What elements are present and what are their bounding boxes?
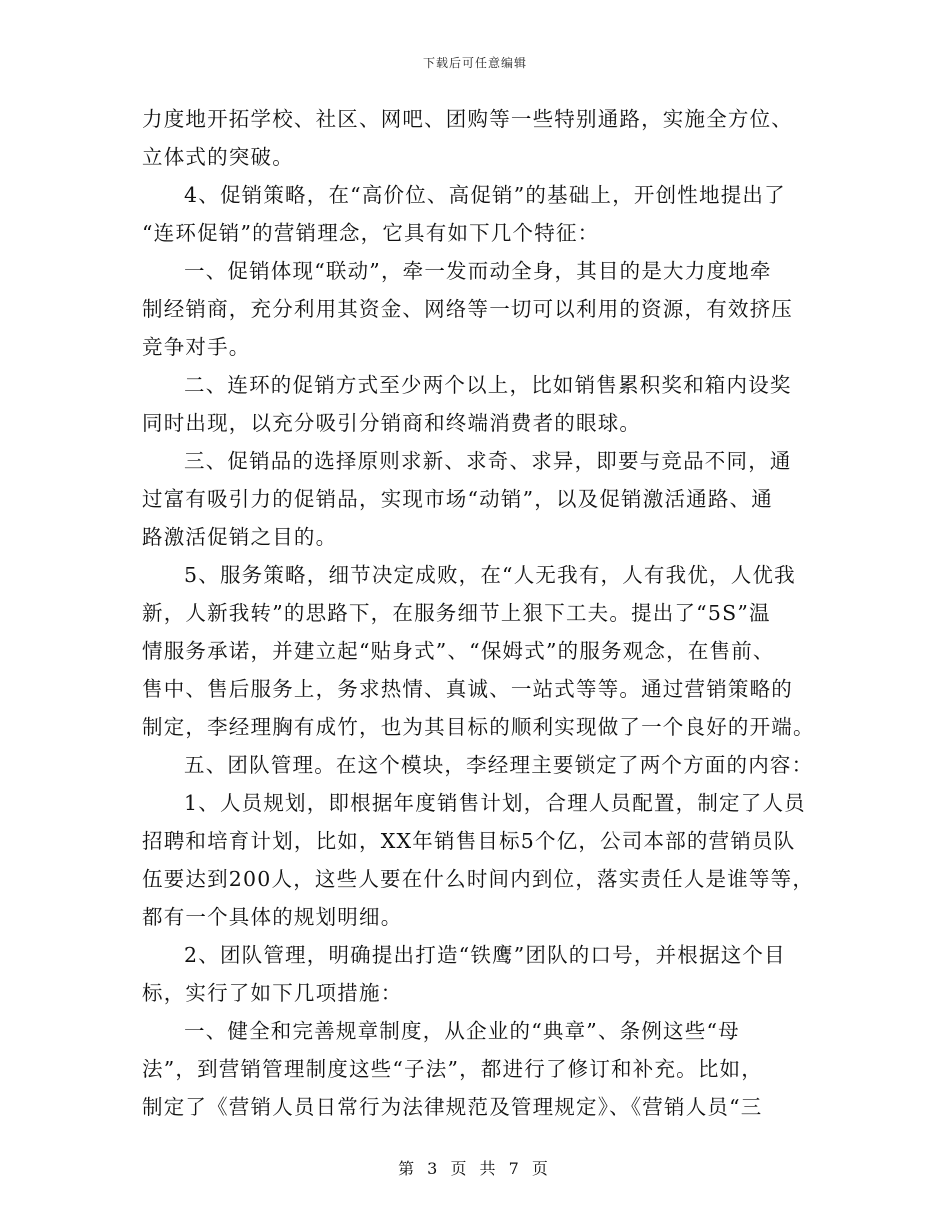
text-line: 法”，到营销管理制度这些“子法”，都进行了修订和补充。比如， bbox=[142, 1057, 763, 1081]
text-line: 制经销商，充分利用其资金、网络等一切可以利用的资源，有效挤压 bbox=[142, 297, 793, 321]
paragraph bbox=[142, 100, 812, 176]
text-line: 一、健全和完善规章制度，从企业的“典章”、条例这些“母 bbox=[184, 1019, 740, 1043]
paragraph bbox=[142, 556, 815, 746]
text-line: 1、人员规划，即根据年度销售计划，合理人员配置，制定了人员 bbox=[184, 791, 806, 815]
text-line: 二、连环的促销方式至少两个以上，比如销售累积奖和箱内设奖 bbox=[184, 373, 792, 397]
page-number: 第 3 页 共 7 页 bbox=[398, 1159, 552, 1178]
paragraph bbox=[142, 442, 812, 556]
paragraph bbox=[142, 176, 812, 252]
text-line: 制定，李经理胸有成竹，也为其目标的顺利实现做了一个良好的开端。 bbox=[142, 715, 815, 739]
paragraph bbox=[142, 784, 815, 936]
text-line: 5、服务策略，细节决定成败，在“人无我有，人有我优，人优我 bbox=[184, 563, 796, 587]
text-line: 三、促销品的选择原则求新、求奇、求异，即要与竞品不同，通 bbox=[184, 449, 792, 473]
text-line: 都有一个具体的规划明细。 bbox=[142, 905, 403, 929]
text-line: 五、团队管理。在这个模块，李经理主要锁定了两个方面的内容： bbox=[184, 753, 814, 777]
text-line: 情服务承诺，并建立起“贴身式”、“保姆式”的服务观念，在售前、 bbox=[142, 639, 775, 663]
text-line: 一、促销体现“联动”，牵一发而动全身，其目的是大力度地牵 bbox=[184, 259, 772, 283]
page-header: 下载后可任意编辑 bbox=[422, 56, 527, 70]
text-line: 招聘和培育计划，比如，XX年销售目标5个亿，公司本部的营销员队 bbox=[142, 829, 796, 853]
text-line: 过富有吸引力的促销品，实现市场“动销”，以及促销激活通路、通 bbox=[142, 487, 773, 511]
text-line: 4、促销策略，在“高价位、高促销”的基础上，开创性地提出了 bbox=[184, 183, 786, 207]
paragraph bbox=[142, 252, 812, 366]
text-line: “连环促销”的营销理念，它具有如下几个特征： bbox=[142, 221, 600, 245]
text-line: 标，实行了如下几项措施： bbox=[142, 981, 403, 1005]
text-line: 力度地开拓学校、社区、网吧、团购等一些特别通路，实施全方位、 bbox=[142, 107, 793, 131]
paragraph bbox=[142, 746, 812, 784]
text-line: 售中、售后服务上，务求热情、真诚、一站式等等。通过营销策略的 bbox=[142, 677, 793, 701]
text-line: 立体式的突破。 bbox=[142, 145, 294, 169]
text-line: 伍要达到200人，这些人要在什么时间内到位，落实责任人是谁等等， bbox=[142, 867, 815, 891]
text-line: 新，人新我转”的思路下，在服务细节上狠下工夫。提出了“5S”温 bbox=[142, 601, 771, 625]
text-line: 路激活促销之目的。 bbox=[142, 525, 338, 549]
document-body bbox=[142, 100, 815, 1126]
paragraph bbox=[142, 936, 812, 1012]
text-line: 竞争对手。 bbox=[142, 335, 251, 359]
paragraph bbox=[142, 366, 812, 442]
text-line: 同时出现，以充分吸引分销商和终端消费者的眼球。 bbox=[142, 411, 642, 435]
paragraph bbox=[142, 1012, 812, 1126]
text-line: 2、团队管理，明确提出打造“铁鹰”团队的口号，并根据这个目 bbox=[184, 943, 786, 967]
text-line: 制定了《营销人员日常行为法律规范及管理规定》、《营销人员“三 bbox=[142, 1095, 763, 1119]
